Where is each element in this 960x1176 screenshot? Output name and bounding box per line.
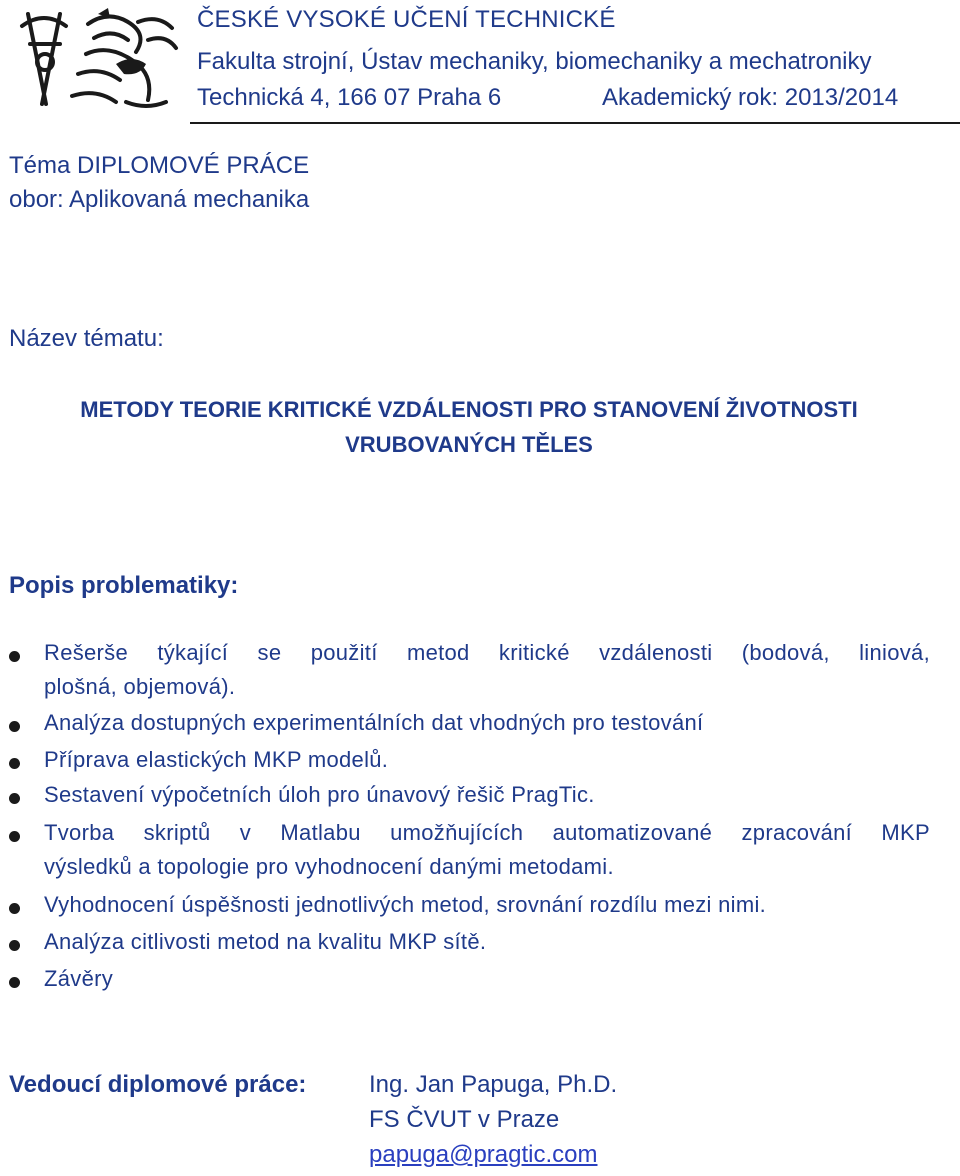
topic-label: Název tématu: xyxy=(9,325,164,352)
school-name: ČESKÉ VYSOKÉ UČENÍ TECHNICKÉ xyxy=(197,6,616,33)
list-item-text: Závěry xyxy=(44,966,114,991)
bullet-icon xyxy=(9,758,20,769)
thesis-title-line-2: VRUBOVANÝCH TĚLES xyxy=(345,432,593,457)
academic-year: Akademický rok: 2013/2014 xyxy=(602,84,899,111)
list-item-text: Rešerše týkající se použití metod kritické vzdálenosti (bodová, liniová, xyxy=(44,640,930,665)
list-item-text: Sestavení výpočetních úloh pro únavový řešič PragTic. xyxy=(44,782,595,807)
bullet-icon xyxy=(9,721,20,732)
bullet-icon xyxy=(9,940,20,951)
list-item-text-continued: výsledků a topologie pro vyhodnocení danými metodami. xyxy=(44,854,614,879)
bullet-icon xyxy=(9,977,20,988)
supervisor-label: Vedoucí diplomové práce: xyxy=(9,1071,307,1098)
header-divider xyxy=(190,122,960,124)
list-item-text: Vyhodnocení úspěšnosti jednotlivých metod, srovnání rozdílu mezi nimi. xyxy=(44,892,767,917)
field-of-study: obor: Aplikovaná mechanika xyxy=(9,186,310,213)
bullet-icon xyxy=(9,903,20,914)
bullet-icon xyxy=(9,793,20,804)
faculty-name: Fakulta strojní, Ústav mechaniky, biomechaniky a mechatroniky xyxy=(197,48,872,75)
cvut-lion-logo-icon xyxy=(8,4,183,118)
supervisor-name: Ing. Jan Papuga, Ph.D. xyxy=(369,1071,618,1098)
supervisor-department: FS ČVUT v Praze xyxy=(369,1106,560,1133)
list-item-text: Příprava elastických MKP modelů. xyxy=(44,747,389,772)
school-address: Technická 4, 166 07 Praha 6 xyxy=(197,84,502,111)
list-item-text: Tvorba skriptů v Matlabu umožňujících automatizované zpracování MKP xyxy=(44,820,930,845)
list-item-text-continued: plošná, objemová). xyxy=(44,674,236,699)
thesis-title-line-1: METODY TEORIE KRITICKÉ VZDÁLENOSTI PRO STANOVENÍ ŽIVOTNOSTI xyxy=(80,397,858,422)
bullet-icon xyxy=(9,651,20,662)
supervisor-email-link[interactable]: papuga@pragtic.com xyxy=(369,1141,598,1168)
thesis-type: Téma DIPLOMOVÉ PRÁCE xyxy=(9,152,310,179)
bullet-icon xyxy=(9,831,20,842)
description-label: Popis problematiky: xyxy=(9,572,239,599)
list-item-text: Analýza dostupných experimentálních dat vhodných pro testování xyxy=(44,710,704,735)
list-item-text: Analýza citlivosti metod na kvalitu MKP sítě. xyxy=(44,929,487,954)
